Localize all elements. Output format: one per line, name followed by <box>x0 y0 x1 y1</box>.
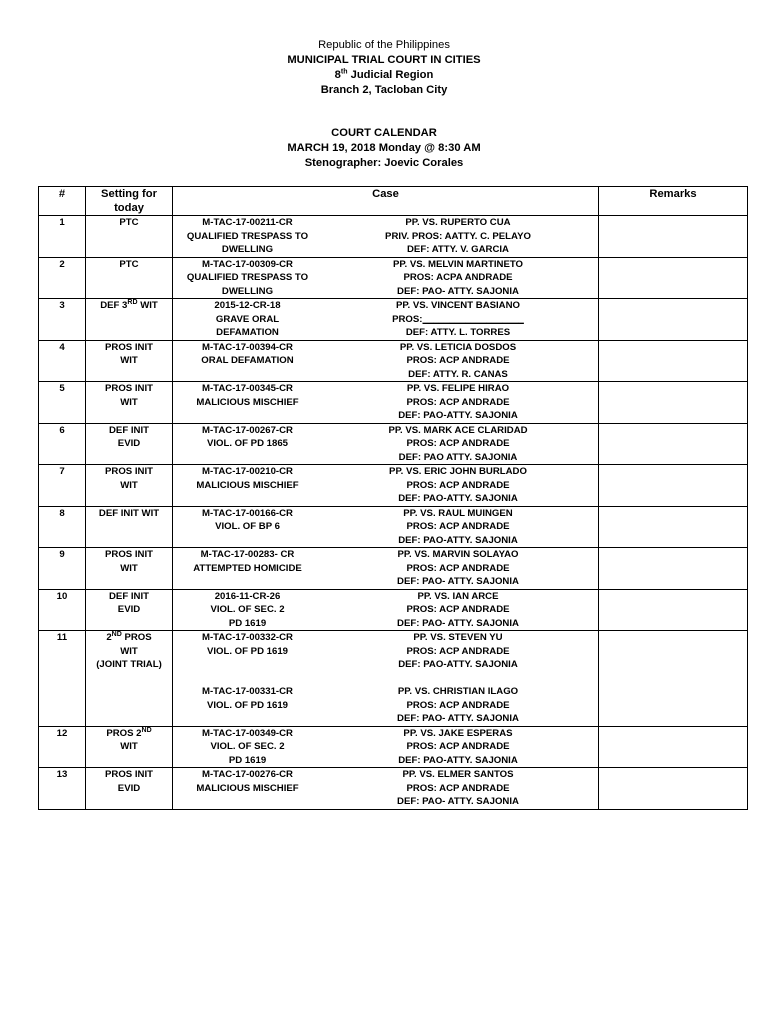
case-number-offense <box>175 590 320 631</box>
party-line: DEF: ATTY. R. CANAS <box>408 368 508 380</box>
case-details <box>175 299 596 340</box>
setting-line: PROS INIT <box>105 341 153 353</box>
case-parties <box>320 258 596 299</box>
case-details <box>175 507 596 548</box>
row-case <box>173 506 599 548</box>
header-remarks: Remarks <box>599 187 748 216</box>
case-details <box>175 727 596 768</box>
header-branch: Branch 2, Tacloban City <box>320 84 448 96</box>
case-parties <box>320 727 596 768</box>
region-label: Judicial Region <box>347 69 434 81</box>
header-republic: Republic of the Philippines <box>318 39 450 51</box>
row-remarks <box>599 726 748 768</box>
case-number-offense <box>175 507 320 548</box>
party-line: PROS: ACPA ANDRADE <box>403 272 513 283</box>
party-line: PP. VS. IAN ARCE <box>417 590 499 602</box>
table-row <box>39 548 748 590</box>
row-case <box>173 631 599 727</box>
case-parties <box>320 768 596 809</box>
row-case <box>173 465 599 507</box>
party-line: PROS: ACP ANDRADE <box>406 355 510 366</box>
party-line: PROS: ACP ANDRADE <box>406 438 510 449</box>
calendar-stenographer: Stenographer: Joevic Corales <box>304 157 464 169</box>
case-parties <box>320 341 596 382</box>
setting-line <box>88 631 170 645</box>
setting-line: DEF INIT WIT <box>98 507 160 519</box>
spacer <box>175 658 320 672</box>
setting-ordinal: ND <box>111 630 122 638</box>
row-number: 4 <box>39 340 86 382</box>
table-row <box>39 465 748 507</box>
row-number: 9 <box>39 548 86 590</box>
party-line: PROS: ACP ANDRADE <box>406 479 510 491</box>
case-parties <box>320 507 596 548</box>
table-row <box>39 257 748 299</box>
case-number-offense <box>175 768 320 809</box>
case-line: M-TAC-17-00210-CR <box>202 466 293 477</box>
row-setting <box>86 382 173 424</box>
case-line: 2016-11-CR-26 <box>214 590 281 602</box>
case-parties <box>320 299 596 340</box>
region-suffix: th <box>340 68 348 76</box>
setting-line: (JOINT TRIAL) <box>96 659 162 670</box>
row-remarks <box>599 257 748 299</box>
setting-line: EVID <box>117 604 141 615</box>
row-setting <box>86 257 173 299</box>
row-number: 10 <box>39 589 86 631</box>
case-line: MALICIOUS MISCHIEF <box>196 479 299 491</box>
party-line: DEF: ATTY. L. TORRES <box>405 327 511 338</box>
calendar-title: COURT CALENDAR <box>331 127 437 139</box>
row-remarks <box>599 382 748 424</box>
spacer <box>320 672 596 686</box>
row-case <box>173 382 599 424</box>
spacer <box>175 672 320 686</box>
case-line: MALICIOUS MISCHIEF <box>196 782 299 794</box>
row-remarks <box>599 423 748 465</box>
row-number: 1 <box>39 216 86 258</box>
table-row <box>39 768 748 810</box>
region-number: 8 <box>334 69 341 81</box>
case-line: DEFAMATION <box>216 327 279 338</box>
header-setting: Setting for today <box>86 187 173 216</box>
case-line: M-TAC-17-00211-CR <box>202 217 293 228</box>
party-line: DEF: PAO-ATTY. SAJONIA <box>398 534 518 546</box>
row-remarks <box>599 340 748 382</box>
table-row <box>39 382 748 424</box>
case-parties <box>320 216 596 257</box>
party-line: PP. VS. MELVIN MARTINETO <box>392 258 524 270</box>
party-line: PROS: ACP ANDRADE <box>406 699 510 711</box>
case-number-offense <box>175 341 320 382</box>
case-line: VIOL. OF PD 1619 <box>206 645 289 657</box>
header-number: # <box>39 187 86 216</box>
setting-text: WIT <box>137 300 158 311</box>
setting-line: PTC <box>119 217 139 228</box>
setting-line: EVID <box>117 438 141 449</box>
case-line: M-TAC-17-00283- CR <box>200 549 295 560</box>
prosecutor-blank: ___________________ <box>422 313 524 325</box>
case-number-offense <box>175 424 320 465</box>
case-line: M-TAC-17-00332-CR <box>202 632 293 643</box>
case-line: VIOL. OF SEC. 2 <box>210 604 285 615</box>
case-line: M-TAC-17-00331-CR <box>202 686 293 697</box>
case-line: PD 1619 <box>228 754 267 766</box>
setting-line: WIT <box>120 396 138 408</box>
case-details <box>175 631 596 726</box>
party-line: DEF: PAO- ATTY. SAJONIA <box>397 796 519 807</box>
case-details <box>175 465 596 506</box>
row-setting <box>86 506 173 548</box>
party-line: PP. VS. STEVEN YU <box>413 632 503 643</box>
case-line: GRAVE ORAL <box>215 313 280 325</box>
setting-line: WIT <box>120 479 138 491</box>
party-line: PROS: ACP ANDRADE <box>406 521 510 532</box>
case-details <box>175 341 596 382</box>
case-number-offense <box>175 299 320 340</box>
party-line: DEF: PAO- ATTY. SAJONIA <box>397 576 519 587</box>
row-number: 13 <box>39 768 86 810</box>
case-details <box>175 382 596 423</box>
case-details <box>175 768 596 809</box>
table-row <box>39 340 748 382</box>
case-line: PD 1619 <box>228 617 267 629</box>
case-line: M-TAC-17-00276-CR <box>202 769 293 780</box>
row-case <box>173 423 599 465</box>
row-case <box>173 216 599 258</box>
case-line: VIOL. OF BP 6 <box>215 521 280 532</box>
row-number: 3 <box>39 299 86 341</box>
setting-line: WIT <box>120 741 138 752</box>
row-number: 8 <box>39 506 86 548</box>
row-number: 12 <box>39 726 86 768</box>
setting-line: WIT <box>120 645 138 657</box>
setting-line: WIT <box>120 355 138 366</box>
row-remarks <box>599 465 748 507</box>
prosecutor-label: PROS: <box>392 313 423 325</box>
setting-line: EVID <box>117 782 141 794</box>
case-line: M-TAC-17-00166-CR <box>202 507 293 519</box>
row-case <box>173 257 599 299</box>
case-line: M-TAC-17-00309-CR <box>202 258 293 270</box>
setting-line: DEF INIT <box>109 590 149 602</box>
setting-line <box>88 727 170 741</box>
party-line: PP. VS. FELIPE HIRAO <box>406 383 510 394</box>
party-line: PP. VS. RUPERTO CUA <box>405 217 511 228</box>
header-court-name: MUNICIPAL TRIAL COURT IN CITIES <box>287 54 481 66</box>
party-line: PP. VS. JAKE ESPERAS <box>403 727 513 739</box>
case-line: ATTEMPTED HOMICIDE <box>193 562 302 574</box>
case-details <box>175 216 596 257</box>
case-number-offense <box>175 727 320 768</box>
party-line: DEF: PAO-ATTY. SAJONIA <box>398 659 518 670</box>
party-line: PROS: ACP ANDRADE <box>406 562 510 574</box>
case-parties <box>320 465 596 506</box>
case-line: QUALIFIED TRESPASS TO <box>186 272 309 283</box>
party-line: DEF: ATTY. V. GARCIA <box>407 244 509 255</box>
party-line: PP. VS. ELMER SANTOS <box>402 769 514 780</box>
case-parties <box>320 631 596 726</box>
row-remarks <box>599 589 748 631</box>
case-line: M-TAC-17-00345-CR <box>202 383 293 394</box>
setting-line: PROS INIT <box>105 769 153 780</box>
setting-line <box>88 299 170 313</box>
party-line: DEF: PAO- ATTY. SAJONIA <box>397 285 519 297</box>
row-case <box>173 726 599 768</box>
party-line: PP. VS. MARVIN SOLAYAO <box>397 549 519 560</box>
setting-ordinal: RD <box>127 298 138 306</box>
calendar-date: MARCH 19, 2018 Monday @ 8:30 AM <box>287 142 481 154</box>
row-number: 2 <box>39 257 86 299</box>
row-remarks <box>599 216 748 258</box>
row-number: 7 <box>39 465 86 507</box>
row-setting <box>86 340 173 382</box>
case-parties <box>320 590 596 631</box>
party-line: PP. VS. MARK ACE CLARIDAD <box>388 424 528 436</box>
row-case <box>173 299 599 341</box>
table-row <box>39 726 748 768</box>
row-remarks <box>599 299 748 341</box>
party-line: PP. VS. CHRISTIAN ILAGO <box>397 686 519 697</box>
party-line: DEF: PAO-ATTY. SAJONIA <box>398 410 518 421</box>
case-number-offense <box>175 631 320 726</box>
party-line: PP. VS. VINCENT BASIANO <box>395 300 521 311</box>
case-details <box>175 548 596 589</box>
party-line: DEF: PAO- ATTY. SAJONIA <box>397 617 519 629</box>
row-case <box>173 589 599 631</box>
row-setting <box>86 726 173 768</box>
setting-ordinal: ND <box>141 726 152 734</box>
court-calendar-table <box>38 186 748 810</box>
setting-line: PROS INIT <box>105 383 153 394</box>
row-remarks <box>599 768 748 810</box>
setting-line: PROS INIT <box>105 466 153 477</box>
row-setting <box>86 589 173 631</box>
case-line: M-TAC-17-00349-CR <box>202 727 293 739</box>
party-line: PP. VS. RAUL MUINGEN <box>403 507 513 519</box>
party-line <box>320 313 596 327</box>
setting-text: PROS <box>121 632 152 643</box>
row-case <box>173 768 599 810</box>
case-number-offense <box>175 548 320 589</box>
case-number-offense <box>175 382 320 423</box>
setting-text: PROS 2 <box>106 727 142 739</box>
row-case <box>173 548 599 590</box>
setting-text: 2 <box>106 632 112 643</box>
row-number: 5 <box>39 382 86 424</box>
row-number: 6 <box>39 423 86 465</box>
party-line: PROS: ACP ANDRADE <box>406 741 510 752</box>
row-setting <box>86 465 173 507</box>
case-line: 2015-12-CR-18 <box>214 300 281 311</box>
party-line: DEF: PAO-ATTY. SAJONIA <box>398 754 518 766</box>
court-header <box>0 38 768 98</box>
row-remarks <box>599 548 748 590</box>
table-row <box>39 216 748 258</box>
case-number-offense <box>175 465 320 506</box>
case-line: MALICIOUS MISCHIEF <box>196 396 299 408</box>
case-details <box>175 258 596 299</box>
case-parties <box>320 382 596 423</box>
case-details <box>175 424 596 465</box>
row-setting <box>86 299 173 341</box>
party-line: DEF: PAO ATTY. SAJONIA <box>398 451 518 463</box>
setting-line: WIT <box>120 562 138 574</box>
party-line: PROS: ACP ANDRADE <box>406 604 510 615</box>
party-line: DEF: PAO-ATTY. SAJONIA <box>398 493 518 504</box>
party-line: PP. VS. LETICIA DOSDOS <box>399 341 517 353</box>
row-setting <box>86 768 173 810</box>
party-line: PP. VS. ERIC JOHN BURLADO <box>389 466 527 477</box>
header-region <box>0 68 768 83</box>
calendar-heading <box>0 126 768 171</box>
row-setting <box>86 548 173 590</box>
row-remarks <box>599 631 748 727</box>
case-line: M-TAC-17-00394-CR <box>202 341 293 353</box>
setting-line: PROS INIT <box>105 549 153 560</box>
row-setting <box>86 631 173 727</box>
row-case <box>173 340 599 382</box>
case-parties <box>320 424 596 465</box>
table-row <box>39 589 748 631</box>
header-case: Case <box>173 187 599 216</box>
table-body <box>39 216 748 810</box>
case-line: DWELLING <box>221 244 274 255</box>
case-number-offense <box>175 258 320 299</box>
case-line: QUALIFIED TRESPASS TO <box>186 230 309 242</box>
party-line: PROS: ACP ANDRADE <box>406 645 510 657</box>
party-line: PRIV. PROS: AATTY. C. PELAYO <box>385 230 531 242</box>
case-line: M-TAC-17-00267-CR <box>202 424 293 436</box>
row-setting <box>86 216 173 258</box>
case-number-offense <box>175 216 320 257</box>
case-line: VIOL. OF PD 1619 <box>206 699 289 711</box>
table-header-row <box>39 187 748 216</box>
case-parties <box>320 548 596 589</box>
table-row <box>39 299 748 341</box>
setting-line: PTC <box>119 258 139 270</box>
row-setting <box>86 423 173 465</box>
table-row <box>39 506 748 548</box>
case-line: VIOL. OF PD 1865 <box>206 438 289 449</box>
setting-line: DEF INIT <box>109 424 149 436</box>
case-line: DWELLING <box>221 285 274 297</box>
party-line: DEF: PAO- ATTY. SAJONIA <box>397 713 519 724</box>
case-line: ORAL DEFAMATION <box>201 355 294 366</box>
case-line: VIOL. OF SEC. 2 <box>210 741 285 752</box>
party-line: PROS: ACP ANDRADE <box>406 396 510 408</box>
row-number: 11 <box>39 631 86 727</box>
case-details <box>175 590 596 631</box>
setting-text: DEF 3 <box>100 300 128 311</box>
party-line: PROS: ACP ANDRADE <box>406 782 510 794</box>
table-row <box>39 423 748 465</box>
row-remarks <box>599 506 748 548</box>
table-row <box>39 631 748 727</box>
